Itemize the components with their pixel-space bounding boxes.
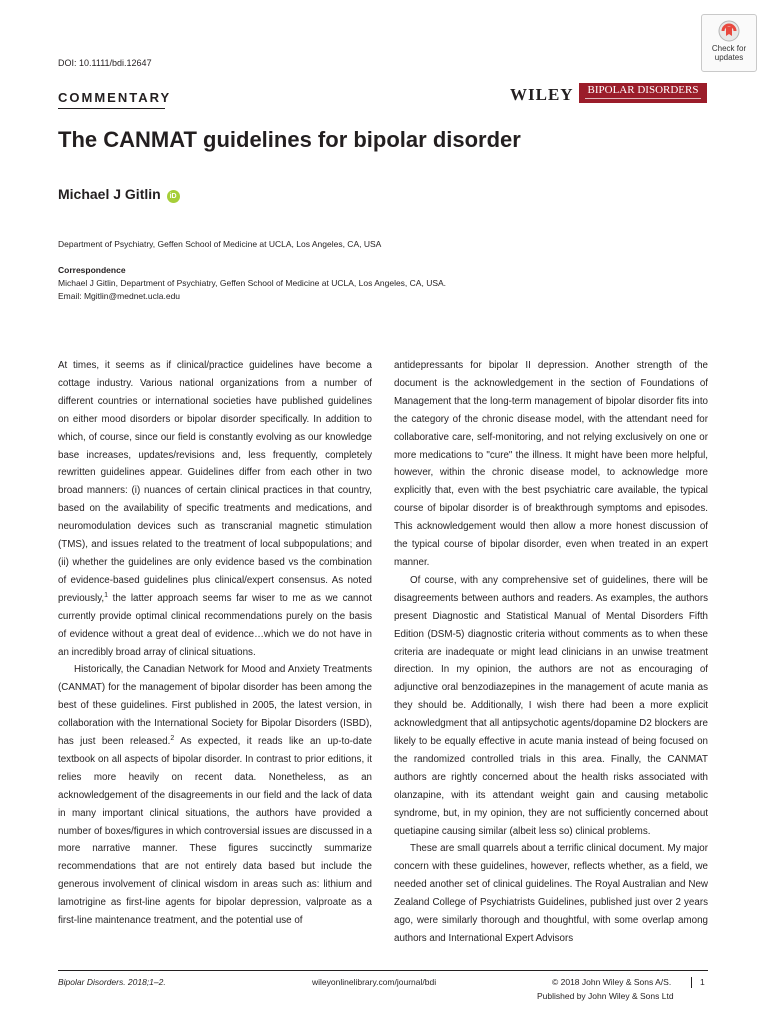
section-underline [58, 108, 165, 109]
check-for-updates-button[interactable] [701, 14, 757, 72]
paragraph: Of course, with any comprehensive set of guidelines, there will be disagreements between authors and readers. As examples, the authors present Diagnostic and Statistical Manual of Mental Disorders Fifth Edition (DSM-5) diagnostic criteria without comments as to when these criteria are inadequate or might lead clinicians in an unwise treatment direction. In my opinion, the authors are not as encouraging of adjunctive oral benzodiazepines in the management of acute mania as they should be. Additionally, I wish there had been a more explicit acknowledgment that all antipsychotic agents/dopamine D2 blockers are likely to be equally effective in acute mania instead of being focused on the randomized controlled trials in this area. Finally, the CANMAT authors are rightly concerned about the health risks associated with olanzapine, with its attendant weight gain and causing metabolic syndrome, but, in my opinion, they are not sufficiently concerned about quetiapine causing similar (albeit less so) clinical problems. [394, 574, 708, 837]
doi: DOI: 10.1111/bdi.12647 [58, 58, 152, 68]
paragraph-text: Historically, the Canadian Network for Mood and Anxiety Treatments (CANMAT) for the management of bipolar disorder has been among the best of these guidelines. First published in 2005, the latest version, in collaboration with the International Society for Bipolar Disorders (ISBD), has just been released. [58, 664, 372, 748]
footer-copyright: © 2018 John Wiley & Sons A/S. [552, 977, 672, 987]
paragraph-continued: antidepressants for bipolar II depression. Another strength of the document is the acknowledgement in the section of Foundations of Management that the long-term management of bipolar disorder fits into the category of the chronic disease model, with the attendant need for collaborative care, self-monitoring, and not relying exclusively on one or more medications to "cure" the illness. It might have been more helpful, however, within the chronic disease model, to acknowledge more explicitly that, even with the best psychiatric care available, the typical course of bipolar disorder is of breakthrough symptoms and episodes. This acknowledgement would then allow a more honest discussion of the typical course of bipolar disorder, even when treated in an expert manner. [394, 360, 708, 568]
body-column-right [394, 357, 708, 948]
paragraph-text: As expected, it reads like an up-to-date textbook on all aspects of bipolar disorder. In contrast to prior editions, it relies more heavily on recent data. Nonetheless, as an acknowledgement of the disagreements in our field and the lack of data in many important clinical situations, the authors have provided a number of boxes/figures in which controversial issues are discussed in a more narrative manner. These figures succinctly summarize recommendations that are not entirely data based but include the generous involvement of clinical wisdom in areas such as: lithium and lamotrigine as first-line agents for bipolar depression, valproate as a first-line maintenance treatment, and the potential use of [58, 736, 372, 927]
reference-link[interactable]: 2 [170, 735, 175, 743]
section-label: COMMENTARY [58, 90, 172, 105]
check-label-line1: Check for [711, 44, 747, 53]
paragraph-text: the latter approach seems far wiser to me as we cannot currently provide optimal clinical recommendations purely on the basis of evidence without a great deal of evidence…which we do not have in an incredibly broad array of clinical situations. [58, 592, 372, 658]
affiliation: Department of Psychiatry, Geffen School of Medicine at UCLA, Los Angeles, CA, USA [58, 239, 382, 249]
orcid-icon[interactable]: iD [167, 190, 180, 203]
journal-name: BIPOLAR DISORDERS [587, 84, 699, 96]
check-label-line2: updates [714, 53, 744, 62]
footer-rule [58, 970, 708, 971]
page-number: 1 [700, 977, 705, 987]
page-number-separator [691, 977, 692, 988]
reference-link[interactable]: 1 [104, 591, 109, 599]
footer-citation: Bipolar Disorders. 2018;1–2. [58, 977, 166, 987]
paragraph-text: At times, it seems as if clinical/practice guidelines have become a cottage industry. Various national organizations from a number of different countries or international societies have published guidelines on either mood disorders or bipolar disorder specifically. In addition to which, of course, since our field is constantly evolving as our knowledge base increases, updates/revisions and, less frequently, completely rewritten guidelines appear. Guidelines differ from each other in two broad manners: (i) nuances of certain clinical practices in that country, based on the availability of specific treatments and medications, and neuromodulation devices such as transcranial magnetic stimulation (TMS), and issues related to the treatment of local subpopulations; and (ii) whether the guidelines are only evidence based vs the combination of evidence-based guidelines plus clinical/expert consensus. As noted previously, [58, 360, 372, 604]
article-title: The CANMAT guidelines for bipolar disorder [58, 127, 521, 152]
body-column-left [58, 357, 372, 930]
journal-banner [579, 83, 707, 103]
footer-publisher: Published by John Wiley & Sons Ltd [537, 991, 674, 1001]
publisher-logo: WILEY [510, 85, 574, 104]
paragraph [58, 357, 372, 661]
correspondence-address: Michael J Gitlin, Department of Psychiatry, Geffen School of Medicine at UCLA, Los Angeles, CA, USA. [58, 278, 447, 288]
correspondence-heading: Correspondence [58, 265, 126, 275]
footer-url[interactable]: wileyonlinelibrary.com/journal/bdi [312, 977, 437, 987]
correspondence-email: Email: Mgitlin@mednet.ucla.edu [58, 291, 181, 301]
check-updates-icon [717, 19, 741, 43]
author-name[interactable]: Michael J Gitlin [58, 186, 161, 202]
paragraph [58, 661, 372, 930]
author [58, 186, 180, 203]
paragraph: These are small quarrels about a terrific clinical document. My major concern with these guidelines, however, reflects whether, as a field, we needed another set of clinical guidelines. The Royal Australian and New Zealand College of Psychiatrists Guidelines, published just over 2 years ago, were similarly thorough and thoughtful, with some overlap among authors and International Expert Advisors [394, 843, 708, 944]
journal-banner-subline [585, 98, 701, 103]
